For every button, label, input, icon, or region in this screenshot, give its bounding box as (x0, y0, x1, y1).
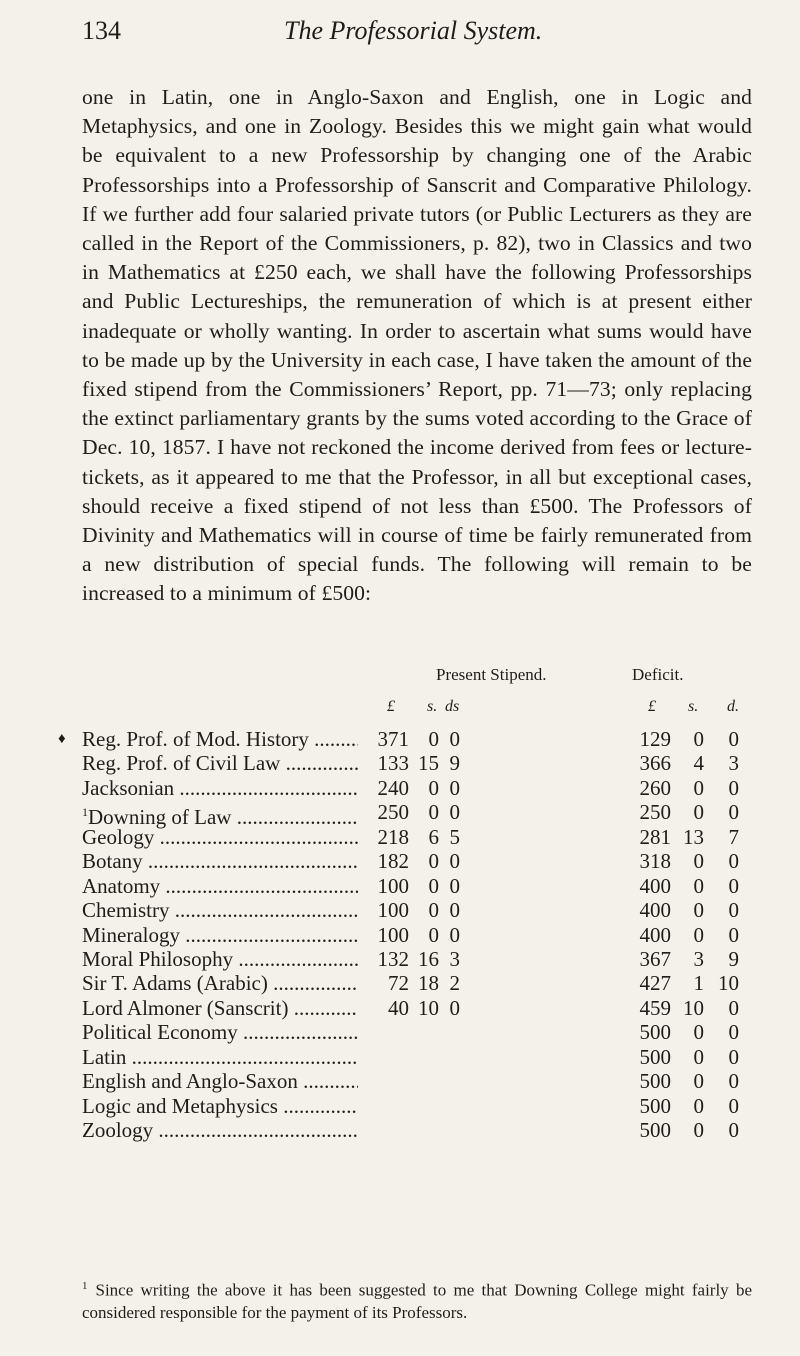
present-pounds-cell: 240 (377, 775, 409, 800)
present-pence-cell: 0 (449, 922, 460, 947)
deficit-pence-cell: 0 (728, 727, 739, 751)
row-footnote-mark: 1 (82, 805, 88, 820)
present-pence-cell: 0 (449, 995, 460, 1020)
deficit-pounds-cell: 129 (639, 727, 671, 751)
present-shillings-cell: 0 (428, 849, 439, 874)
deficit-pence-cell: 0 (728, 995, 739, 1020)
row-label (82, 874, 358, 898)
table-row (82, 996, 752, 1020)
table-row (82, 1045, 752, 1069)
row-label-text: Moral Philosophy (82, 946, 234, 971)
stipend-table (58, 727, 752, 1142)
present-pounds-cell: 182 (377, 849, 409, 874)
row-label (82, 996, 358, 1020)
present-pounds-cell: 100 (377, 898, 409, 923)
deficit-shillings-cell: 0 (693, 1118, 704, 1142)
deficit-pounds-cell: 500 (639, 1044, 671, 1069)
present-stipend-heading: Present Stipend. (436, 665, 547, 684)
present-pence-cell: 2 (449, 971, 460, 996)
row-label-text: Latin (82, 1044, 127, 1069)
deficit-shillings-cell: 0 (693, 1044, 704, 1069)
deficit-pence-cell: 0 (728, 775, 739, 800)
deficit-pounds-cell: 500 (639, 1069, 671, 1094)
deficit-pence-cell: 0 (728, 1044, 739, 1069)
table-row (82, 1069, 752, 1093)
table-row (58, 727, 752, 751)
deficit-shillings-unit: s. (688, 698, 699, 715)
row-label-text: Sir T. Adams (Arabic) (82, 971, 268, 996)
present-pounds-cell: 40 (388, 995, 409, 1020)
table-row (82, 776, 752, 800)
deficit-shillings-cell: 0 (693, 1069, 704, 1094)
present-shillings-cell: 18 (418, 971, 439, 996)
table-row (82, 751, 752, 775)
page-number: 134 (82, 16, 121, 45)
deficit-shillings-cell: 0 (693, 727, 704, 751)
row-label-text: Reg. Prof. of Mod. History (82, 727, 309, 751)
deficit-pence-cell: 3 (728, 751, 739, 776)
row-label (82, 825, 358, 849)
deficit-shillings-cell: 13 (683, 824, 704, 849)
running-head (82, 16, 752, 56)
present-shillings-cell: 6 (428, 824, 439, 849)
row-label-text: Anatomy (82, 873, 161, 898)
present-pounds-cell: 250 (377, 800, 409, 825)
present-pounds-cell: 100 (377, 922, 409, 947)
deficit-pounds-cell: 260 (639, 775, 671, 800)
row-label-text: Political Economy (82, 1020, 238, 1045)
present-pounds-cell: 132 (377, 946, 409, 971)
present-pounds-cell: 133 (377, 751, 409, 776)
table-row (82, 800, 752, 830)
present-shillings-cell: 0 (428, 922, 439, 947)
present-pence-cell: 0 (449, 800, 460, 825)
deficit-shillings-cell: 0 (693, 849, 704, 874)
present-pence-cell: 0 (449, 898, 460, 923)
row-label (82, 1069, 358, 1093)
deficit-shillings-cell: 0 (693, 800, 704, 825)
present-pence-cell: 0 (449, 873, 460, 898)
body-paragraph: one in Latin, one in Anglo-Saxon and English, one in Logic and Metaphysics, and one in Zoology. Besides this we might gain what would be equivalent to a new Professorship by changing one of the Arabic Professorships into a Professorship of Sanscrit and Comparative Philology. If we further add four salaried private tutors (or Public Lecturers as they are called in the Report of the Commissioners, p. 82), two in Classics and two in Mathematics at £250 each, we shall have the following Professorships and Public Lectureships, the remuneration of which is at present either inadequate or wholly wanting. In order to ascertain what sums would have to be made up by the University in each case, I have taken the amount of the fixed stipend from the Commissioners’ Report, pp. 71—73; only replacing the extinct parliamentary grants by the sums voted according to the Grace of Dec. 10, 1857. I have not reckoned the income derived from fees or lecture-tickets, as it appeared to me that the Professor, in all but exceptional cases, should receive a fixed stipend of not less than £500. The Professors of Divinity and Mathematics will in course of time be fairly remunerated from a new distribution of special funds. The following will remain to be increased to a minimum of £500: (82, 85, 752, 606)
row-label-text: Geology (82, 824, 155, 849)
row-label (82, 1094, 358, 1118)
deficit-shillings-cell: 0 (693, 898, 704, 923)
present-shillings-cell: 0 (428, 898, 439, 923)
row-label-text: Zoology (82, 1118, 154, 1142)
deficit-shillings-cell: 1 (693, 971, 704, 996)
present-pounds-cell: 218 (377, 824, 409, 849)
present-pounds-cell: 72 (388, 971, 409, 996)
row-label-text: Chemistry (82, 898, 170, 923)
deficit-pounds-cell: 400 (639, 922, 671, 947)
deficit-pounds-cell: 367 (639, 946, 671, 971)
deficit-pence-cell: 0 (728, 849, 739, 874)
deficit-pence-cell: 7 (728, 824, 739, 849)
row-label-text: Mineralogy (82, 922, 180, 947)
table-row (82, 1094, 752, 1118)
deficit-shillings-cell: 0 (693, 1093, 704, 1118)
deficit-pence-cell: 0 (728, 1118, 739, 1142)
present-pence-cell: 9 (449, 751, 460, 776)
deficit-pence-cell: 0 (728, 1069, 739, 1094)
table-row (82, 923, 752, 947)
deficit-shillings-cell: 0 (693, 873, 704, 898)
deficit-shillings-cell: 4 (693, 751, 704, 776)
row-label (82, 776, 358, 800)
row-label-text: Downing of Law (88, 805, 232, 830)
row-label-text: Logic and Metaphysics (82, 1093, 278, 1118)
row-label (82, 1020, 358, 1044)
row-label (82, 971, 358, 995)
present-shillings-cell: 0 (428, 775, 439, 800)
deficit-pence-cell: 0 (728, 1020, 739, 1045)
row-label (82, 849, 358, 873)
present-pounds-cell: 371 (377, 727, 409, 751)
deficit-pence-cell: 0 (728, 800, 739, 825)
deficit-shillings-cell: 3 (693, 946, 704, 971)
deficit-pounds-cell: 366 (639, 751, 671, 776)
table-row (82, 898, 752, 922)
present-shillings-cell: 0 (428, 727, 439, 751)
present-pence-cell: 3 (449, 946, 460, 971)
row-label (82, 1118, 358, 1142)
deficit-shillings-cell: 0 (693, 922, 704, 947)
deficit-pounds-cell: 318 (639, 849, 671, 874)
present-shillings-cell: 15 (418, 751, 439, 776)
table-row (82, 849, 752, 873)
present-shillings-unit: s. (427, 698, 438, 715)
row-label (82, 1045, 358, 1069)
deficit-pence-cell: 0 (728, 1093, 739, 1118)
row-label-text: Lord Almoner (Sanscrit) (82, 995, 289, 1020)
present-pounds-cell: 100 (377, 873, 409, 898)
row-label-text: Reg. Prof. of Civil Law (82, 751, 281, 776)
deficit-pence-unit: d. (727, 698, 739, 715)
row-label (82, 898, 358, 922)
deficit-pounds-cell: 500 (639, 1093, 671, 1118)
deficit-pence-cell: 0 (728, 873, 739, 898)
deficit-pounds-cell: 427 (639, 971, 671, 996)
deficit-pounds-cell: 459 (639, 995, 671, 1020)
present-pence-cell: 0 (449, 849, 460, 874)
table-row (82, 947, 752, 971)
present-shillings-cell: 16 (418, 946, 439, 971)
deficit-pounds-cell: 400 (639, 898, 671, 923)
deficit-pounds-unit: £ (648, 698, 656, 715)
row-label (82, 727, 358, 751)
row-label-text: Botany (82, 849, 143, 874)
row-marker: ♦ (58, 731, 66, 747)
present-pence-unit: ds (445, 698, 460, 715)
deficit-pounds-cell: 400 (639, 873, 671, 898)
deficit-pounds-cell: 281 (639, 824, 671, 849)
present-pounds-unit: £ (387, 698, 395, 715)
present-pence-cell: 0 (449, 775, 460, 800)
present-shillings-cell: 0 (428, 800, 439, 825)
table-row (82, 825, 752, 849)
footnote (82, 1275, 752, 1324)
deficit-pence-cell: 10 (718, 971, 739, 996)
table-row (82, 971, 752, 995)
deficit-heading: Deficit. (632, 665, 684, 684)
deficit-shillings-cell: 10 (683, 995, 704, 1020)
table-row (82, 1118, 752, 1142)
present-shillings-cell: 10 (418, 995, 439, 1020)
row-label-text: Jacksonian (82, 775, 175, 800)
row-label-text: English and Anglo-Saxon (82, 1069, 298, 1094)
deficit-pence-cell: 9 (728, 946, 739, 971)
deficit-pence-cell: 0 (728, 898, 739, 923)
table-row (82, 874, 752, 898)
present-pence-cell: 5 (449, 824, 460, 849)
deficit-pounds-cell: 500 (639, 1118, 671, 1142)
running-title: The Professorial System. (284, 16, 543, 45)
stipend-table-header (82, 665, 752, 725)
footnote-mark: 1 (82, 1280, 88, 1292)
present-shillings-cell: 0 (428, 873, 439, 898)
deficit-shillings-cell: 0 (693, 1020, 704, 1045)
row-label (82, 751, 358, 775)
row-label (82, 947, 358, 971)
deficit-pounds-cell: 250 (639, 800, 671, 825)
deficit-pence-cell: 0 (728, 922, 739, 947)
row-label (82, 923, 358, 947)
deficit-shillings-cell: 0 (693, 775, 704, 800)
present-pence-cell: 0 (449, 727, 460, 751)
deficit-pounds-cell: 500 (639, 1020, 671, 1045)
table-row (82, 1020, 752, 1044)
footnote-text: Since writing the above it has been suggested to me that Downing College might fairly be considered responsible for the payment of its Professors. (82, 1280, 752, 1322)
